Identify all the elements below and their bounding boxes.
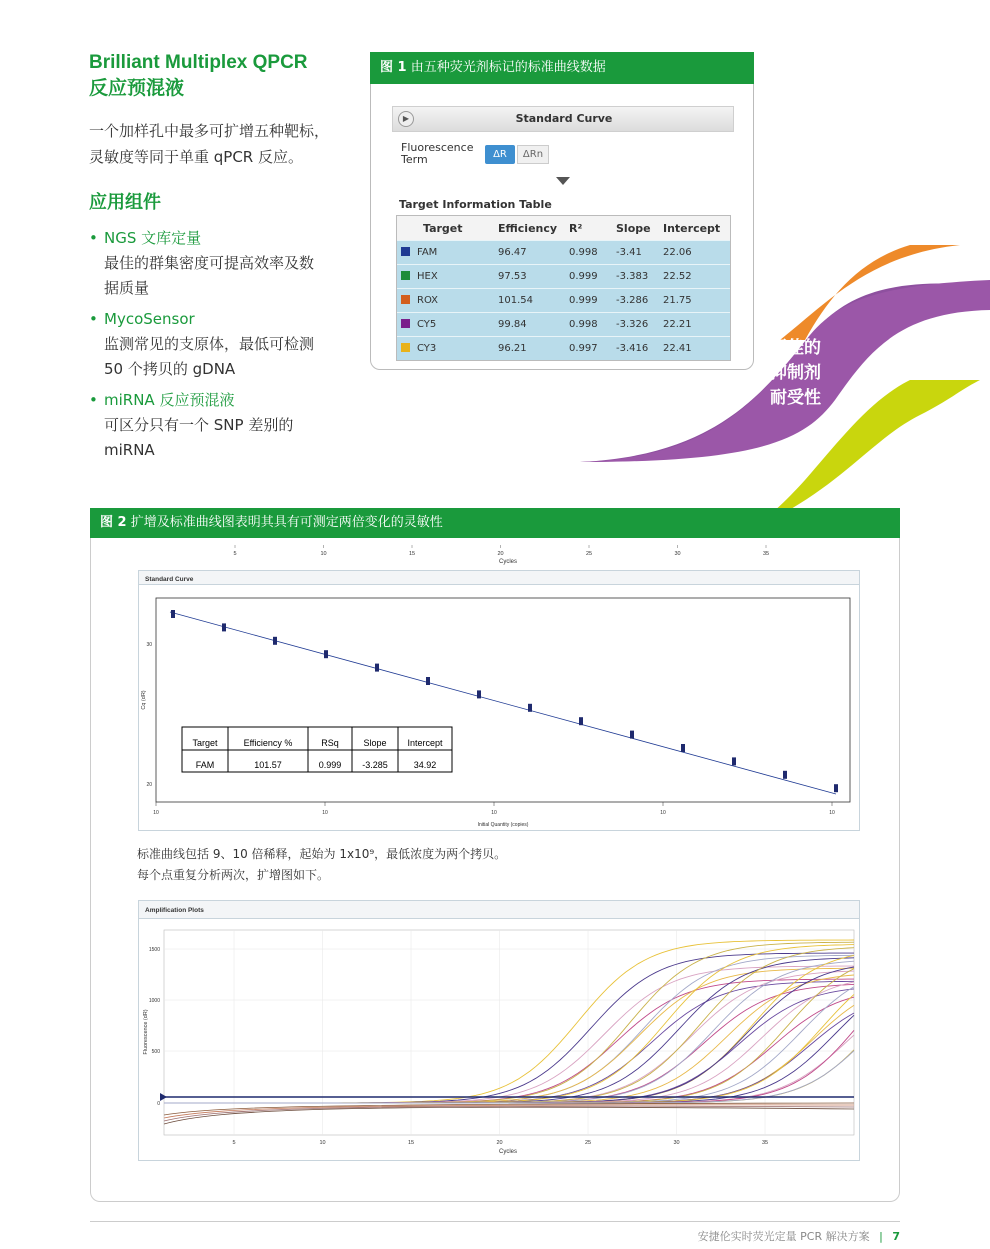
table-cell: 97.53 bbox=[494, 265, 565, 289]
body-line1: 标准曲线包括 9、10 倍稀释，起始为 1x10⁹，最低浓度为两个拷贝。 bbox=[137, 847, 507, 861]
table-cell: 99.84 bbox=[494, 313, 565, 337]
y-tick-label: 500 bbox=[151, 1049, 160, 1055]
table-cell bbox=[397, 337, 494, 361]
y-axis-label: Fluorescence (dR) bbox=[143, 1009, 149, 1055]
data-point bbox=[426, 677, 430, 685]
footer-text: 安捷伦实时荧光定量 PCR 解决方案 bbox=[697, 1230, 870, 1243]
body-line2: 每个点重复分析两次，扩增图如下。 bbox=[137, 868, 330, 882]
table-cell: -3.416 bbox=[612, 337, 659, 361]
standard-curve-panel-title: Standard Curve bbox=[515, 112, 613, 125]
table-cell: 0.999 bbox=[565, 265, 612, 289]
stats-header: RSq bbox=[321, 738, 339, 748]
y-tick-label: 0 bbox=[157, 1101, 160, 1107]
side-banner-line1: 更佳的 bbox=[770, 338, 821, 358]
stats-cell: 101.57 bbox=[254, 760, 282, 770]
component-desc: 最佳的群集密度可提高效率及数 bbox=[104, 254, 315, 272]
table-cell: -3.286 bbox=[612, 289, 659, 313]
table-cell: 22.21 bbox=[659, 313, 730, 337]
x-tick-label: 10 bbox=[491, 810, 497, 816]
data-point bbox=[222, 623, 226, 631]
table-cell bbox=[397, 313, 494, 337]
standard-curve-stats-table bbox=[182, 727, 452, 772]
table-cell: 0.998 bbox=[565, 241, 612, 265]
color-swatch-icon bbox=[401, 247, 410, 256]
table-cell: 22.52 bbox=[659, 265, 730, 289]
component-title: MycoSensor bbox=[104, 310, 195, 328]
x-tick-label: 10 bbox=[319, 1140, 326, 1146]
x-tick-label: 15 bbox=[407, 1140, 415, 1146]
data-point bbox=[324, 650, 328, 658]
delta-rn-button[interactable]: ΔRn bbox=[517, 145, 549, 164]
figure1-caption: 由五种荧光剂标记的标准曲线数据 bbox=[410, 60, 606, 75]
lead-line2: 灵敏度等同于单重 qPCR 反应。 bbox=[89, 148, 304, 166]
figure2-caption-bar bbox=[90, 508, 900, 538]
table-cell: 0.999 bbox=[565, 289, 612, 313]
stats-header: Target bbox=[192, 738, 218, 748]
table-cell: 0.997 bbox=[565, 337, 612, 361]
column-header: Intercept bbox=[659, 216, 730, 241]
lead-line1: 一个加样孔中最多可扩增五种靶标， bbox=[89, 122, 330, 140]
page-title-line1: Brilliant Multiplex QPCR bbox=[89, 52, 308, 73]
top-axis-tick-label: 10 bbox=[320, 551, 327, 557]
bullet-dot-icon: • bbox=[89, 310, 98, 328]
fluorescence-term-line1: Fluorescence bbox=[401, 141, 474, 154]
target-info-table-title: Target Information Table bbox=[399, 198, 552, 211]
table-cell: -3.41 bbox=[612, 241, 659, 265]
column-header: R² bbox=[565, 216, 612, 241]
components-heading: 应用组件 bbox=[89, 192, 161, 213]
footer-divider bbox=[90, 1221, 900, 1222]
x-tick-label: 20 bbox=[496, 1140, 503, 1146]
page-footer bbox=[698, 1228, 900, 1244]
stats-cell: FAM bbox=[195, 760, 215, 770]
component-desc: miRNA bbox=[104, 441, 155, 459]
lead-paragraph bbox=[89, 118, 349, 170]
top-axis-label: Cycles bbox=[498, 559, 518, 565]
x-tick-label: 10 bbox=[153, 810, 159, 816]
page-title-line2: 反应预混液 bbox=[89, 78, 185, 99]
y-tick-label: 30 bbox=[146, 642, 152, 648]
x-tick-label: 5 bbox=[232, 1140, 236, 1146]
bullet-dot-icon: • bbox=[89, 391, 98, 409]
target-name: FAM bbox=[417, 247, 438, 258]
x-tick-label: 35 bbox=[761, 1140, 769, 1146]
x-tick-label: 30 bbox=[673, 1140, 680, 1146]
figure2-label: 图 2 bbox=[100, 515, 127, 530]
table-cell: 96.21 bbox=[494, 337, 565, 361]
top-axis-tick-label: 25 bbox=[585, 551, 593, 557]
standard-curve-chart bbox=[138, 570, 860, 832]
top-axis-tick-label: 35 bbox=[762, 551, 770, 557]
table-row[interactable] bbox=[397, 241, 730, 265]
y-tick-label: 1000 bbox=[148, 998, 160, 1004]
x-tick-label: 25 bbox=[584, 1140, 592, 1146]
standard-curve-title: Standard Curve bbox=[145, 576, 194, 583]
stats-header: Slope bbox=[363, 738, 387, 748]
expand-arrow-icon[interactable]: ▶ bbox=[398, 111, 414, 127]
column-header: Efficiency bbox=[494, 216, 565, 241]
data-point bbox=[732, 757, 736, 765]
data-point bbox=[528, 704, 532, 712]
side-banner-line3: 耐受性 bbox=[770, 388, 821, 408]
list-item bbox=[89, 307, 349, 382]
component-title: miRNA 反应预混液 bbox=[104, 391, 235, 409]
table-cell: 22.06 bbox=[659, 241, 730, 265]
y-axis-label: Cq (dR) bbox=[141, 690, 147, 710]
data-point bbox=[477, 690, 481, 698]
footer-separator: | bbox=[879, 1230, 883, 1243]
x-axis-label: Initial Quantity (copies) bbox=[477, 822, 529, 828]
page-title bbox=[89, 50, 308, 102]
data-point bbox=[630, 731, 634, 739]
table-cell: 0.998 bbox=[565, 313, 612, 337]
y-tick-label: 20 bbox=[146, 782, 152, 788]
component-desc: 监测常见的支原体，最低可检测 bbox=[104, 335, 315, 353]
figure1-label: 图 1 bbox=[380, 60, 407, 75]
component-title: NGS 文库定量 bbox=[104, 229, 202, 247]
color-swatch-icon bbox=[401, 271, 410, 280]
target-name: CY5 bbox=[417, 319, 437, 330]
table-cell bbox=[397, 289, 494, 313]
column-header: Slope bbox=[612, 216, 659, 241]
figure2-body-text bbox=[137, 844, 506, 886]
stats-cell: -3.285 bbox=[362, 760, 388, 770]
standard-curve-panel-header bbox=[392, 106, 734, 132]
top-axis-tick-label: 5 bbox=[233, 551, 237, 557]
stats-cell: 34.92 bbox=[413, 760, 437, 770]
side-banner-text bbox=[770, 336, 821, 411]
fluorescence-term-line2: Term bbox=[401, 153, 428, 166]
components-list bbox=[89, 226, 349, 469]
data-point bbox=[783, 771, 787, 779]
table-row[interactable] bbox=[397, 289, 730, 313]
page-number: 7 bbox=[892, 1230, 900, 1243]
table-row[interactable] bbox=[397, 337, 730, 361]
figure1-caption-bar bbox=[370, 52, 754, 84]
top-cycles-axis bbox=[140, 545, 860, 569]
fluorescence-term-label bbox=[401, 142, 481, 166]
table-cell: 21.75 bbox=[659, 289, 730, 313]
x-tick-label: 10 bbox=[660, 810, 666, 816]
amplification-plot-chart bbox=[138, 900, 860, 1162]
x-tick-label: 10 bbox=[322, 810, 328, 816]
column-header: Target bbox=[397, 216, 494, 241]
table-cell: 101.54 bbox=[494, 289, 565, 313]
delta-r-button[interactable]: ΔR bbox=[485, 145, 515, 164]
side-banner-line2: 抑制剂 bbox=[770, 363, 821, 383]
component-desc: 可区分只有一个 SNP 差别的 bbox=[104, 416, 294, 434]
x-axis-label: Cycles bbox=[498, 1149, 518, 1155]
stats-header: Intercept bbox=[407, 738, 443, 748]
target-info-table bbox=[396, 215, 731, 361]
table-cell bbox=[397, 265, 494, 289]
list-item bbox=[89, 226, 349, 301]
stats-header: Efficiency % bbox=[243, 738, 293, 748]
list-item bbox=[89, 388, 349, 463]
table-cell: 96.47 bbox=[494, 241, 565, 265]
figure2-caption: 扩增及标准曲线图表明其具有可测定两倍变化的灵敏性 bbox=[130, 515, 443, 530]
table-row[interactable] bbox=[397, 313, 730, 337]
data-point bbox=[273, 637, 277, 645]
top-axis-tick-label: 30 bbox=[674, 551, 681, 557]
top-axis-tick-label: 20 bbox=[497, 551, 504, 557]
color-swatch-icon bbox=[401, 295, 410, 304]
table-cell: 22.41 bbox=[659, 337, 730, 361]
color-swatch-icon bbox=[401, 319, 410, 328]
table-cell: -3.326 bbox=[612, 313, 659, 337]
color-swatch-icon bbox=[401, 343, 410, 352]
component-desc: 据质量 bbox=[104, 279, 150, 297]
amplification-title: Amplification Plots bbox=[145, 907, 204, 914]
target-name: ROX bbox=[417, 295, 439, 306]
data-point bbox=[375, 664, 379, 672]
collapse-triangle-icon[interactable] bbox=[556, 177, 570, 185]
table-cell bbox=[397, 241, 494, 265]
target-name: HEX bbox=[417, 271, 438, 282]
data-point bbox=[834, 784, 838, 792]
top-axis-tick-label: 15 bbox=[408, 551, 416, 557]
stats-cell: 0.999 bbox=[318, 760, 342, 770]
x-tick-label: 10 bbox=[829, 810, 835, 816]
data-point bbox=[681, 744, 685, 752]
data-point bbox=[171, 610, 175, 618]
bullet-dot-icon: • bbox=[89, 229, 98, 247]
data-point bbox=[579, 717, 583, 725]
table-row[interactable] bbox=[397, 265, 730, 289]
y-tick-label: 1500 bbox=[148, 947, 160, 953]
target-name: CY3 bbox=[417, 343, 437, 354]
table-cell: -3.383 bbox=[612, 265, 659, 289]
component-desc: 50 个拷贝的 gDNA bbox=[104, 360, 236, 378]
